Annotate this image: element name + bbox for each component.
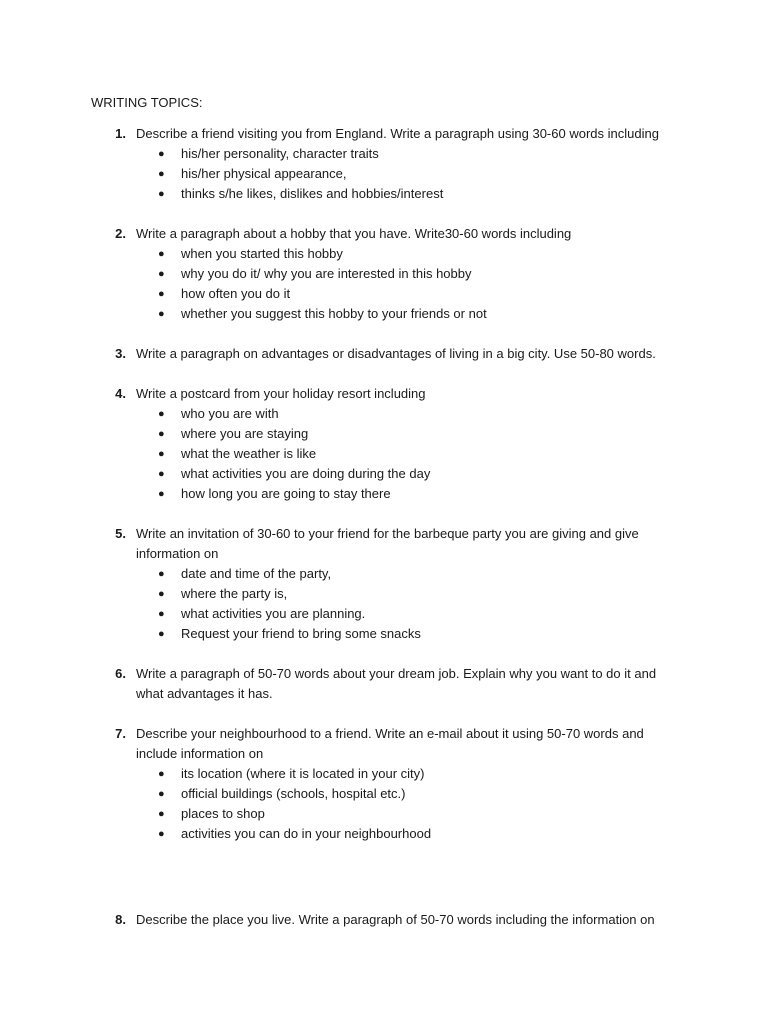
topic-text: what advantages it has. xyxy=(136,686,273,701)
bullet-text: where the party is, xyxy=(181,586,288,601)
bullet-item xyxy=(0,284,768,304)
topic-text: Write a paragraph about a hobby that you have. Write30-60 words including xyxy=(136,226,572,241)
bullet-icon: ● xyxy=(158,408,165,420)
bullet-icon: ● xyxy=(158,828,165,840)
bullet-item xyxy=(0,464,768,484)
bullet-item xyxy=(0,624,768,644)
bullet-item xyxy=(0,824,768,844)
bullet-icon: ● xyxy=(158,428,165,440)
topic-item xyxy=(0,910,768,930)
bullet-text: what activities you are doing during the day xyxy=(181,466,431,481)
bullet-item xyxy=(0,164,768,184)
bullet-item xyxy=(0,584,768,604)
bullet-item xyxy=(0,604,768,624)
bullet-text: his/her personality, character traits xyxy=(181,146,379,161)
bullet-text: what activities you are planning. xyxy=(181,606,366,621)
bullet-item xyxy=(0,764,768,784)
topic-text: Describe your neighbourhood to a friend. Write an e-mail about it using 50-70 words and xyxy=(136,726,644,741)
topic-number: 8. xyxy=(115,912,126,927)
bullet-item xyxy=(0,804,768,824)
topic-line xyxy=(0,344,768,364)
bullet-item xyxy=(0,264,768,284)
topic-item xyxy=(0,224,768,324)
bullet-text: activities you can do in your neighbourhood xyxy=(181,826,432,841)
bullet-text: what the weather is like xyxy=(181,446,317,461)
topic-number: 6. xyxy=(115,666,126,681)
bullet-text: his/her physical appearance, xyxy=(181,166,347,181)
bullet-text: whether you suggest this hobby to your friends or not xyxy=(181,306,487,321)
bullet-text: where you are staying xyxy=(181,426,309,441)
bullet-item xyxy=(0,184,768,204)
topic-line xyxy=(0,544,768,564)
bullet-item xyxy=(0,424,768,444)
topic-item xyxy=(0,344,768,364)
topic-line xyxy=(0,724,768,744)
topic-text: information on xyxy=(136,546,219,561)
bullet-icon: ● xyxy=(158,568,165,580)
bullet-item xyxy=(0,484,768,504)
topic-line xyxy=(0,224,768,244)
topic-text: include information on xyxy=(136,746,264,761)
topic-line xyxy=(0,124,768,144)
topic-item xyxy=(0,724,768,844)
topic-line xyxy=(0,744,768,764)
topic-item xyxy=(0,124,768,204)
bullet-item xyxy=(0,784,768,804)
topic-number: 2. xyxy=(115,226,126,241)
bullet-icon: ● xyxy=(158,168,165,180)
bullet-text: thinks s/he likes, dislikes and hobbies/interest xyxy=(181,186,444,201)
topic-number: 1. xyxy=(115,126,126,141)
topic-line xyxy=(0,664,768,684)
bullet-icon: ● xyxy=(158,188,165,200)
bullet-text: who you are with xyxy=(181,406,279,421)
bullet-item xyxy=(0,444,768,464)
topic-item xyxy=(0,384,768,504)
bullet-icon: ● xyxy=(158,308,165,320)
bullet-icon: ● xyxy=(158,468,165,480)
topic-text: Write an invitation of 30-60 to your friend for the barbeque party you are giving and give xyxy=(136,526,639,541)
bullet-icon: ● xyxy=(158,608,165,620)
topic-item xyxy=(0,524,768,644)
topic-line xyxy=(0,524,768,544)
bullet-text: places to shop xyxy=(181,806,265,821)
topic-text: Describe the place you live. Write a paragraph of 50-70 words including the information on xyxy=(136,912,655,927)
topic-item xyxy=(0,664,768,704)
page-heading: WRITING TOPICS: xyxy=(91,95,203,110)
bullet-icon: ● xyxy=(158,588,165,600)
bullet-icon: ● xyxy=(158,808,165,820)
topic-text: Write a paragraph on advantages or disadvantages of living in a big city. Use 50-80 words. xyxy=(136,346,656,361)
bullet-icon: ● xyxy=(158,768,165,780)
bullet-text: when you started this hobby xyxy=(181,246,343,261)
topic-line xyxy=(0,910,768,930)
topic-number: 5. xyxy=(115,526,126,541)
bullet-item xyxy=(0,304,768,324)
bullet-text: its location (where it is located in your city) xyxy=(181,766,425,781)
topic-text: Write a paragraph of 50-70 words about your dream job. Explain why you want to do it and xyxy=(136,666,657,681)
bullet-text: how often you do it xyxy=(181,286,291,301)
bullet-text: official buildings (schools, hospital etc.) xyxy=(181,786,406,801)
topic-text: Describe a friend visiting you from England. Write a paragraph using 30-60 words including xyxy=(136,126,659,141)
bullet-text: date and time of the party, xyxy=(181,566,332,581)
topic-text: Write a postcard from your holiday resort including xyxy=(136,386,426,401)
bullet-icon: ● xyxy=(158,268,165,280)
topic-number: 7. xyxy=(115,726,126,741)
topic-number: 4. xyxy=(115,386,126,401)
bullet-item xyxy=(0,404,768,424)
bullet-icon: ● xyxy=(158,148,165,160)
bullet-item xyxy=(0,144,768,164)
bullet-icon: ● xyxy=(158,248,165,260)
bullet-item xyxy=(0,564,768,584)
bullet-icon: ● xyxy=(158,488,165,500)
bullet-icon: ● xyxy=(158,628,165,640)
topic-line xyxy=(0,684,768,704)
bullet-text: how long you are going to stay there xyxy=(181,486,391,501)
topic-number: 3. xyxy=(115,346,126,361)
bullet-item xyxy=(0,244,768,264)
bullet-icon: ● xyxy=(158,788,165,800)
bullet-text: Request your friend to bring some snacks xyxy=(181,626,421,641)
bullet-icon: ● xyxy=(158,288,165,300)
bullet-text: why you do it/ why you are interested in this hobby xyxy=(181,266,472,281)
bullet-icon: ● xyxy=(158,448,165,460)
topic-line xyxy=(0,384,768,404)
